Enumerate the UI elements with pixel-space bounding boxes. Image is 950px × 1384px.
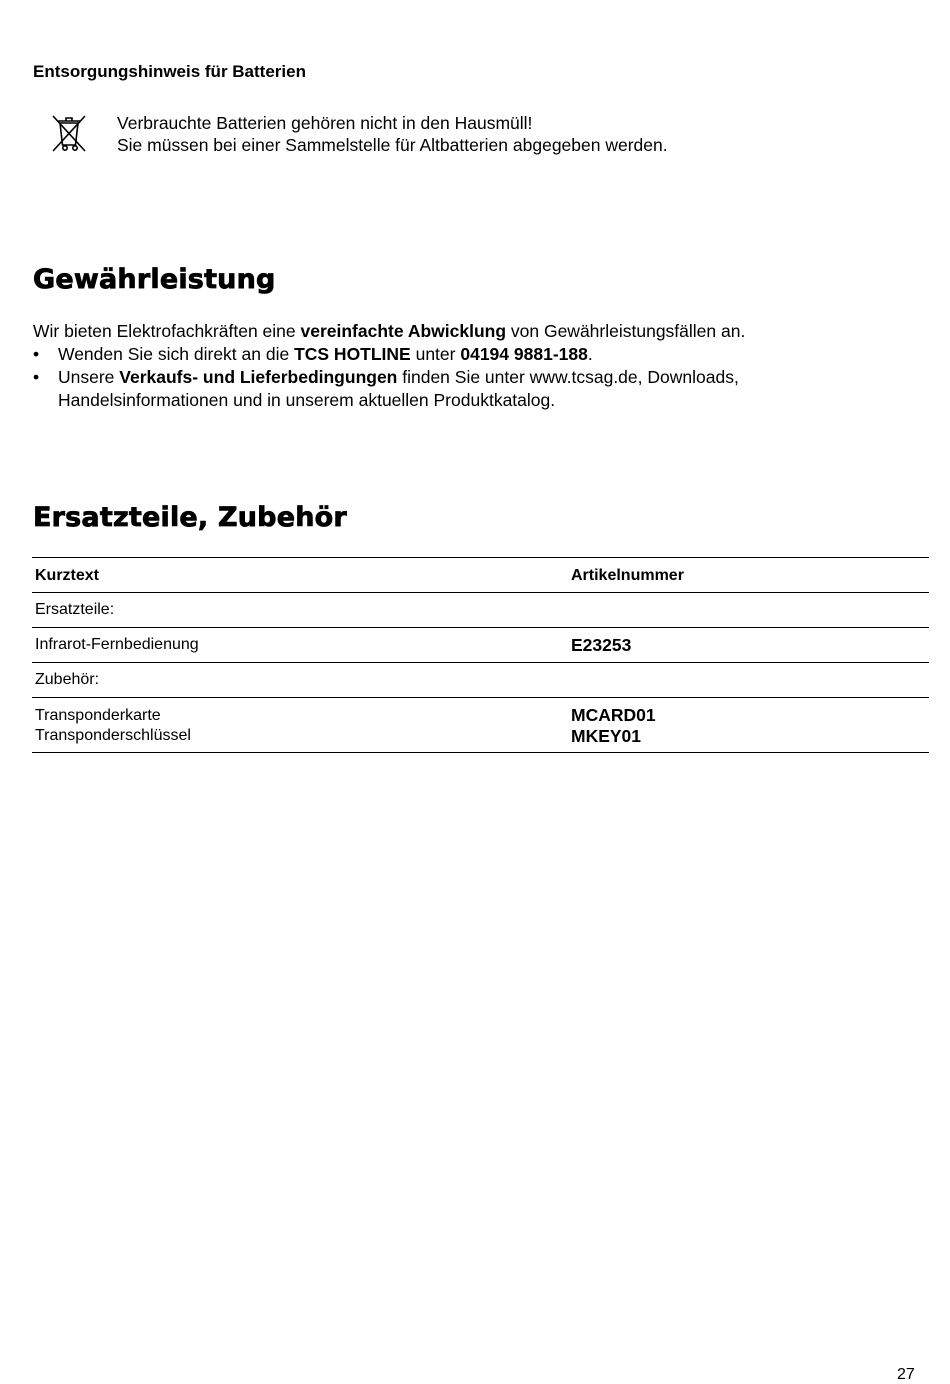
column-header-article-number bbox=[568, 558, 929, 593]
battery-disposal-line-1: Verbrauchte Batterien gehören nicht in den Hausmüll! bbox=[117, 113, 533, 133]
table-header-row bbox=[32, 558, 929, 593]
bullet-item-hotline bbox=[33, 343, 913, 366]
table-row bbox=[32, 698, 929, 753]
warranty-intro-emphasis: vereinfachte Abwicklung bbox=[300, 321, 507, 341]
conditions-text-line-2: Handelsinformationen und in unserem aktuellen Produktkatalog. bbox=[58, 390, 556, 410]
crossed-out-wheeled-bin-icon bbox=[46, 110, 92, 156]
table-row-group-spare-parts bbox=[32, 593, 929, 628]
spare-parts-table bbox=[32, 557, 929, 753]
battery-disposal-text bbox=[117, 112, 668, 156]
warranty-intro bbox=[33, 320, 745, 343]
group-label-spare-parts: Ersatzteile: bbox=[35, 601, 115, 618]
warranty-heading: Gewährleistung bbox=[33, 264, 276, 295]
item-number-transponder-key: MKEY01 bbox=[571, 726, 642, 746]
conditions-text-start: Unsere bbox=[58, 367, 120, 387]
item-number-transponder-card: MCARD01 bbox=[571, 705, 656, 725]
page-number: 27 bbox=[897, 1366, 915, 1383]
column-header-short-text bbox=[32, 558, 568, 593]
warranty-intro-text-end: von Gewährleistungsfällen an. bbox=[506, 321, 746, 341]
bullet-glyph: • bbox=[33, 344, 40, 364]
hotline-text-mid: unter bbox=[410, 344, 461, 364]
item-name-remote: Infrarot-Fernbedienung bbox=[35, 636, 199, 653]
warranty-intro-text: Wir bieten Elektrofachkräften eine bbox=[33, 321, 301, 341]
table-row bbox=[32, 628, 929, 663]
column-header-article-number-label: Artikelnummer bbox=[571, 567, 684, 584]
bullet-conditions-text bbox=[58, 366, 739, 412]
table-row-group-accessories bbox=[32, 663, 929, 698]
hotline-label: TCS HOTLINE bbox=[294, 344, 411, 364]
column-header-short-text-label: Kurztext bbox=[35, 567, 100, 584]
spare-parts-heading: Ersatzteile, Zubehör bbox=[33, 502, 347, 533]
hotline-text-end: . bbox=[587, 344, 593, 364]
battery-disposal-heading: Entsorgungshinweis für Batterien bbox=[33, 62, 306, 81]
conditions-label: Verkaufs- und Lieferbedingungen bbox=[119, 367, 398, 387]
warranty-bullet-list bbox=[33, 343, 913, 412]
bullet-item-conditions bbox=[33, 366, 913, 412]
item-name-transponder-key: Transponderschlüssel bbox=[35, 727, 191, 744]
conditions-text-end: finden Sie unter www.tcsag.de, Downloads, bbox=[397, 367, 739, 387]
hotline-phone-number: 04194 9881-188 bbox=[460, 344, 588, 364]
group-label-accessories: Zubehör: bbox=[35, 671, 100, 688]
bullet-hotline-text bbox=[58, 343, 593, 366]
item-number-remote: E23253 bbox=[571, 635, 632, 655]
battery-disposal-line-2: Sie müssen bei einer Sammelstelle für Altbatterien abgegeben werden. bbox=[117, 135, 668, 155]
bullet-glyph: • bbox=[33, 367, 40, 387]
item-name-transponder-card: Transponderkarte bbox=[35, 707, 161, 724]
hotline-text-start: Wenden Sie sich direkt an die bbox=[58, 344, 295, 364]
